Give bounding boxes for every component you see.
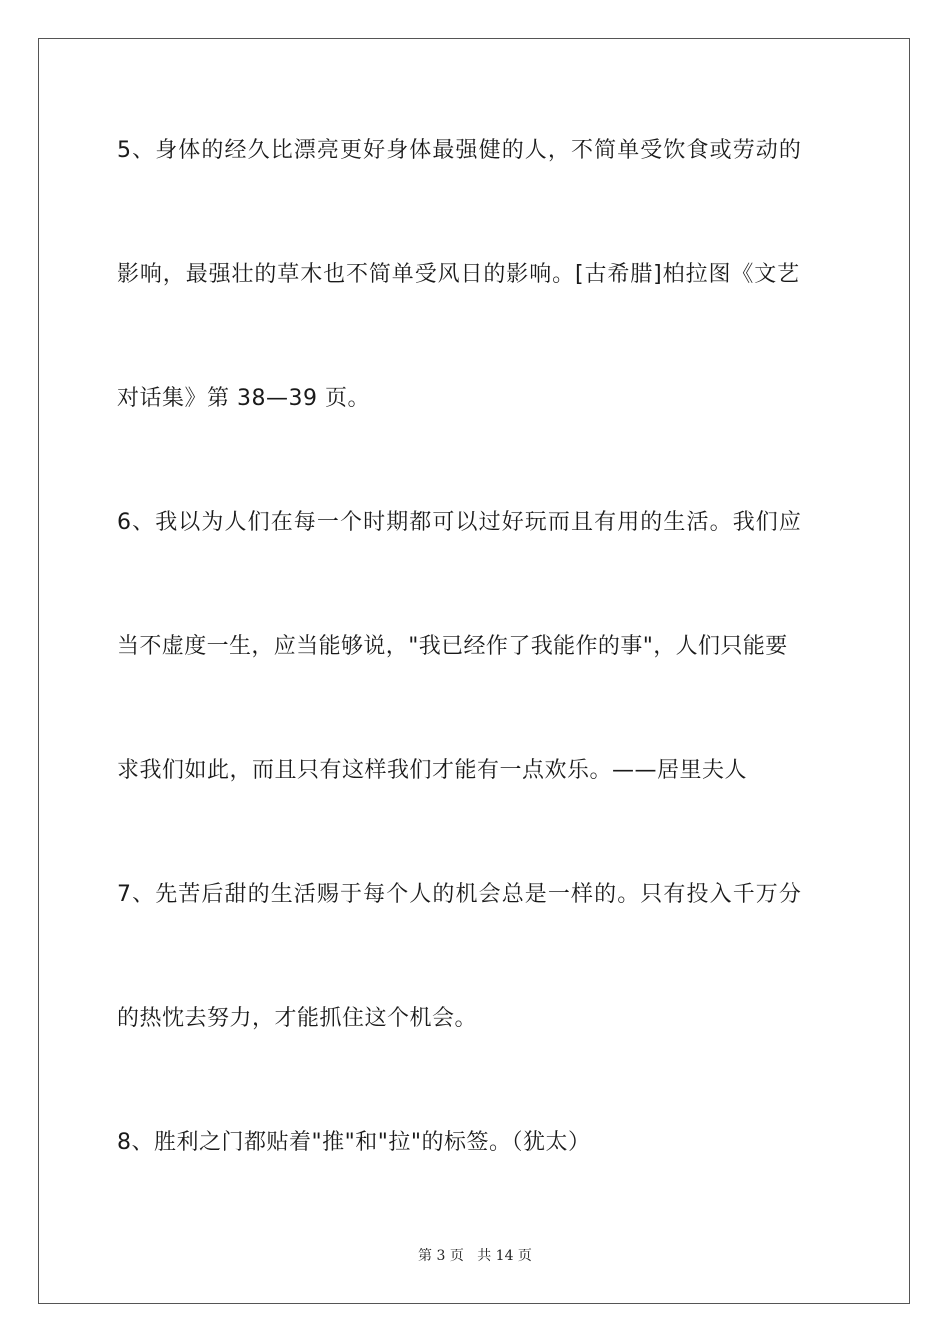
page-border	[38, 38, 910, 1304]
page-number: 第 3 页	[418, 1248, 464, 1264]
text-line-6: 求我们如此，而且只有这样我们才能有一点欢乐。——居里夫人	[117, 758, 748, 783]
text-line-4: 6、我以为人们在每一个时期都可以过好玩而且有用的生活。我们应	[117, 510, 802, 535]
text-line-9: 8、胜利之门都贴着"推"和"拉"的标签。（犹太）	[117, 1130, 591, 1155]
text-line-7: 7、先苦后甜的生活赐于每个人的机会总是一样的。只有投入千万分	[117, 882, 802, 907]
text-line-1: 5、身体的经久比漂亮更好身体最强健的人，不简单受饮食或劳动的	[117, 138, 802, 163]
text-line-3: 对话集》第 38—39 页。	[117, 386, 370, 411]
page-total: 共 14 页	[477, 1248, 532, 1264]
text-line-8: 的热忱去努力，才能抓住这个机会。	[117, 1006, 478, 1031]
text-line-5: 当不虚度一生，应当能够说，"我已经作了我能作的事"，人们只能要	[117, 634, 788, 659]
page-footer	[0, 1247, 950, 1265]
text-line-2: 影响，最强壮的草木也不简单受风日的影响。[古希腊]柏拉图《文艺	[117, 262, 801, 287]
